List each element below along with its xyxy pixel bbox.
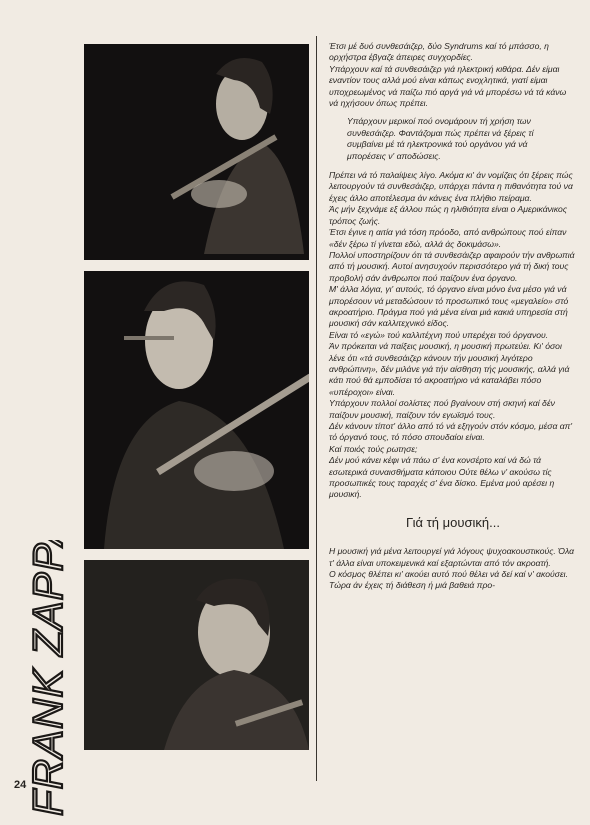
concert-photo-top bbox=[84, 44, 309, 260]
concert-photo-bottom bbox=[84, 560, 309, 750]
paragraph: Πολλοί υποστηρίζουν ότι τά συνθεσάιζερ αφαιρούν τήν ανθρωπιά από τή μουσική. Αυτοί ανησυχούν περισσότερο γιά τή δική τους προβολή σάν άνθρωποι πού παίζουν ένα όργανο. bbox=[329, 249, 575, 283]
paragraph: Πρέπει νά τό παλαίψεις λίγο. Ακόμα κι' άν νομίζεις ότι ξέρεις πώς λειτουργούν τά συνθεσάιζερ, υπάρχει πάντα η πιθανότητα τού να έχεις άλλο αποτέλεσμα άν κάνεις ένα πλήθιο πείραμα. bbox=[329, 170, 573, 203]
paragraph: Δέν κάνουν τίποτ' άλλο από τό νά εξηγούν στόν κόσμο, μέσα απ' τό όργανό τους, τό πόσο σπουδαίοι είναι. bbox=[329, 421, 573, 443]
paragraph: Μ' άλλα λόγια, γι' αυτούς, τό όργανο είναι μόνο ένα μέσο γιά νά μπορέσουν νά μεταδώσουν τό προσωπικό τους «μεγαλείο» στό ακροατήριο. Πράγμα πού γιά μένα είναι μιά κακιά υπηρεσία στή μουσική σάν καλλιτεχνικό είδος. bbox=[329, 284, 569, 329]
paragraph: Υπάρχουν πολλοί σολίστες πού βγαίνουν στή σκηνή καί δέν παίζουν μουσική, παίζουν τόν εγωϊσμό τους. bbox=[329, 398, 555, 420]
article-text bbox=[329, 41, 577, 592]
paragraph: Η μουσική γιά μένα λειτουργεί γιά λόγους ψυχοακουστικούς. Όλα τ' άλλα είναι υποκειμενικά καί εξαρτώνται από τόν ακροατή. bbox=[329, 546, 575, 568]
page-number: 24 bbox=[14, 779, 27, 791]
title-text: FRANK ZAPPA bbox=[24, 540, 71, 816]
paragraph: Είναι τό «εγώ» τού καλλιτέχνη πού υπερέχει τού όργανου. bbox=[329, 329, 549, 340]
paragraph: Καί ποιός τούς ρωτησε; bbox=[329, 443, 418, 454]
concert-photo-middle bbox=[84, 271, 309, 549]
paragraph: Έτσι μέ δυό συνθεσάιζερ, δύο Syndrums καί τό μπάσσο, η ορχήστρα έβγαζε άπειρες συγχορδίες. bbox=[329, 41, 549, 63]
vertical-title bbox=[14, 540, 74, 820]
paragraph: Τώρα άν έχεις τή διάθεση ή μιά βαθειά προ- bbox=[329, 580, 496, 591]
paragraph: Άς μήν ξεχνάμε εξ άλλου πώς η ηλιθιότητα είναι ο Αμερικάνικος τρόπος ζωής. bbox=[329, 204, 567, 226]
paragraph: Δέν μού κάνει κέφι νά πάω σ' ένα κονσέρτο καί νά δώ τά εσωτερικά συναισθήματα κάποιου Ούτε θέλω ν' ακούσω τίς προσωπικές τους ταραχές σ' ένα δίσκο. Εμένα μού αρέσει η μουσική. bbox=[329, 455, 555, 500]
paragraph: Άν πρόκειται νά παίξεις μουσική, η μουσική πρωτεύει. Κι' όσοι λένε ότι «τά συνθεσάιζερ κάνουν τήν μουσική λιγότερο ανθρώπινη», δέν μιλάνε γιά τήν αίσθηση τής μουσικής, αλλά γιά κάτι πού θά εμποδίσει τό ακροατήριο νά καταλάβει πόσο «υπέροχοι» είναι. bbox=[329, 341, 570, 397]
paragraph: Υπάρχουν καί τά συνθεσάιζερ γιά ηλεκτρική κιθάρα. Δέν είμαι εναντίον τους αλλά μού είναι κάπως ενοχλητικά, γιατί είμαι υποχρεωμένος νά παίζω πιό αργά γιά νά μπορέσω νά τά κάνω νά ηχήσουν όπως πρέπει. bbox=[329, 63, 567, 109]
section-heading: Γιά τή μουσική... bbox=[406, 514, 500, 530]
paragraph: Έτσι έγινε η αιτία γιά τόση πρόοδο, από ανθρώπους πού είπαν «δέν ξέρω τί γίνεται εδώ, αλλά άς δοκιμάσω». bbox=[329, 227, 567, 249]
column-divider bbox=[316, 36, 317, 781]
paragraph: Ο κόσμος θλέπει κι' ακούει αυτό πού θέλει νά δεί καί ν' ακούσει. bbox=[329, 569, 568, 580]
pull-quote: Υπάρχουν μερικοί πού ονομάρουν τή χρήση των συνθεσάιζερ. Φαντάζομαι πώς πρέπει νά ξέρεις τί συμβαίνει μέ τά ηλεκτρονικά τού οργάνου γιά νά μπορέσεις ν' αποδώσεις. bbox=[347, 116, 534, 161]
